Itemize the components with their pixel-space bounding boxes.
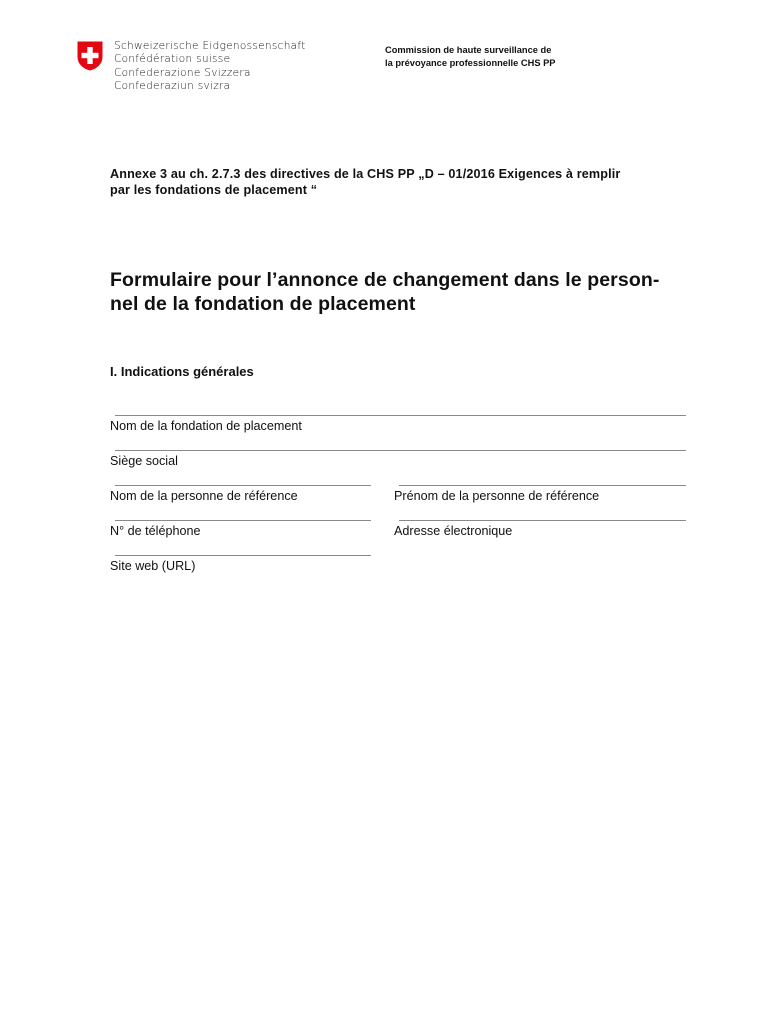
foundation-name-field[interactable] — [110, 415, 686, 434]
registered-office-input-line[interactable] — [115, 450, 686, 451]
annex-line-1: Annexe 3 au ch. 2.7.3 des directives de la CHS PP „D – 01/2016 Exigences à remplir — [110, 167, 621, 181]
annex-line-2: par les fondations de placement “ — [110, 182, 318, 197]
email-label: Adresse électronique — [394, 524, 513, 538]
phone-input-line[interactable] — [115, 520, 371, 521]
section-title: I. Indications générales — [110, 364, 254, 379]
phone-label: N° de téléphone — [110, 524, 201, 538]
website-input-line[interactable] — [115, 555, 371, 556]
annex-reference — [110, 167, 690, 198]
contact-last-name-label: Nom de la personne de référence — [110, 489, 298, 503]
registered-office-label: Siège social — [110, 454, 178, 468]
foundation-name-input-line[interactable] — [115, 415, 686, 416]
website-field[interactable] — [110, 555, 371, 574]
contact-last-name-field[interactable] — [110, 485, 371, 504]
confederation-line-fr: Confédération suisse — [114, 53, 231, 66]
foundation-name-label: Nom de la fondation de placement — [110, 419, 302, 433]
commission-line-1: Commission de haute surveillance de — [385, 45, 552, 55]
form-title — [110, 268, 700, 316]
confederation-line-de: Schweizerische Eidgenossenschaft — [114, 40, 306, 52]
confederation-line-rm: Confederaziun svizra — [114, 80, 231, 93]
contact-last-name-input-line[interactable] — [115, 485, 371, 486]
confederation-line-it: Confederazione Svizzera — [114, 66, 251, 79]
commission-line-2: la prévoyance professionnelle CHS PP — [385, 58, 556, 68]
registered-office-field[interactable] — [110, 450, 686, 469]
phone-field[interactable] — [110, 520, 371, 539]
email-input-line[interactable] — [399, 520, 686, 521]
form-title-line-1: Formulaire pour l’annonce de changement dans le person- — [110, 269, 660, 291]
contact-first-name-field[interactable] — [394, 485, 686, 504]
swiss-cross-shield-icon — [76, 40, 104, 72]
confederation-wordmark — [114, 40, 306, 94]
email-field[interactable] — [394, 520, 686, 539]
form-title-line-2: nel de la fondation de placement — [110, 293, 416, 315]
website-label: Site web (URL) — [110, 559, 196, 573]
contact-first-name-label: Prénom de la personne de référence — [394, 489, 600, 503]
commission-header — [385, 44, 556, 70]
contact-first-name-input-line[interactable] — [399, 485, 686, 486]
